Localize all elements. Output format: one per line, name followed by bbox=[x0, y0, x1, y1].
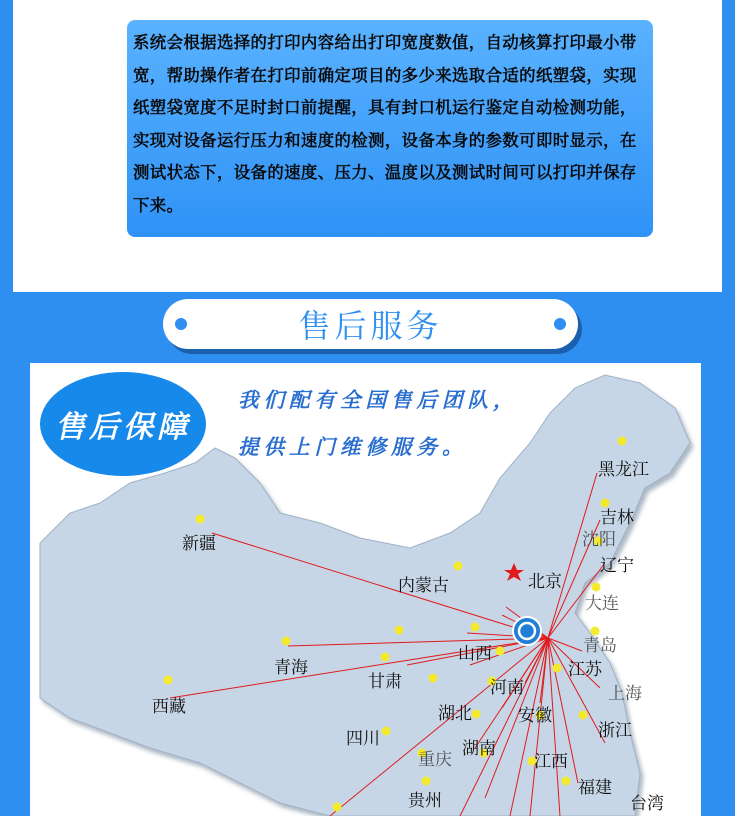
city-dot bbox=[282, 637, 291, 646]
label-jiangsu: 江苏 bbox=[568, 660, 602, 680]
description-box bbox=[127, 20, 653, 237]
label-jilin: 吉林 bbox=[600, 508, 634, 528]
label-sichuan: 四川 bbox=[346, 729, 380, 749]
city-dot bbox=[454, 562, 463, 571]
label-zhejiang: 浙江 bbox=[598, 721, 632, 741]
label-chongqing: 重庆 bbox=[418, 750, 452, 770]
label-qinghai: 青海 bbox=[274, 658, 308, 678]
label-fujian: 福建 bbox=[578, 778, 612, 798]
city-dot bbox=[196, 515, 205, 524]
label-heilongjiang: 黑龙江 bbox=[598, 460, 649, 480]
label-taiwan: 台湾 bbox=[630, 794, 664, 814]
label-qingdao: 青岛 bbox=[583, 636, 617, 656]
city-dot bbox=[164, 676, 173, 685]
city-dot bbox=[395, 626, 404, 635]
city-dot bbox=[553, 664, 562, 673]
label-beijing: 北京 bbox=[528, 572, 562, 592]
city-dot bbox=[382, 727, 391, 736]
label-shanxi: 山西 bbox=[458, 644, 492, 664]
label-hubei: 湖北 bbox=[438, 704, 472, 724]
city-dot bbox=[472, 710, 481, 719]
label-guizhou: 贵州 bbox=[408, 791, 442, 811]
city-dot bbox=[579, 711, 588, 720]
section-title-banner bbox=[163, 299, 578, 349]
city-dot bbox=[471, 623, 480, 632]
description-text: 系统会根据选择的打印内容给出打印宽度数值，自动核算打印最小带宽，帮助操作者在打印前确定项目的多少来选取合适的纸塑袋，实现纸塑袋宽度不足时封口前提醒，具有封口机运行鉴定自动检测功能，实现对设备运行压力和速度的检测，设备本身的参数可即时显示，在测试状态下，设备的速度、压力、温度以及测试时间可以打印并保存下来。 bbox=[133, 33, 637, 215]
section-title: 售后服务 bbox=[298, 307, 443, 345]
top-panel bbox=[13, 0, 722, 292]
service-center-logo-icon bbox=[513, 617, 541, 645]
badge-text: 售后保障 bbox=[55, 410, 191, 445]
city-dot bbox=[422, 777, 431, 786]
bullet-dot-right-icon bbox=[554, 318, 566, 330]
slogan-line-2: 提供上门维修服务。 bbox=[238, 435, 468, 459]
city-dot bbox=[381, 653, 390, 662]
city-dot bbox=[618, 437, 627, 446]
service-map-panel bbox=[30, 363, 701, 816]
label-shanghai: 上海 bbox=[608, 684, 642, 704]
label-liaoning: 辽宁 bbox=[600, 556, 634, 576]
label-shenyang: 沈阳 bbox=[582, 530, 616, 550]
after-sales-badge bbox=[40, 372, 206, 476]
city-dot bbox=[496, 647, 505, 656]
slogan-line-1: 我们配有全国售后团队， bbox=[238, 388, 519, 412]
city-dot bbox=[562, 777, 571, 786]
label-anhui: 安徽 bbox=[518, 706, 552, 726]
city-dot bbox=[429, 674, 438, 683]
label-henan: 河南 bbox=[490, 678, 524, 698]
label-xinjiang: 新疆 bbox=[182, 534, 216, 554]
label-hunan: 湖南 bbox=[462, 739, 496, 759]
label-neimenggu: 内蒙古 bbox=[398, 576, 449, 596]
bullet-dot-left-icon bbox=[175, 318, 187, 330]
city-dot bbox=[333, 803, 342, 812]
label-jiangxi: 江西 bbox=[534, 752, 568, 772]
label-gansu: 甘肃 bbox=[368, 672, 402, 692]
label-dalian: 大连 bbox=[585, 594, 619, 614]
label-xizang: 西藏 bbox=[152, 697, 186, 717]
